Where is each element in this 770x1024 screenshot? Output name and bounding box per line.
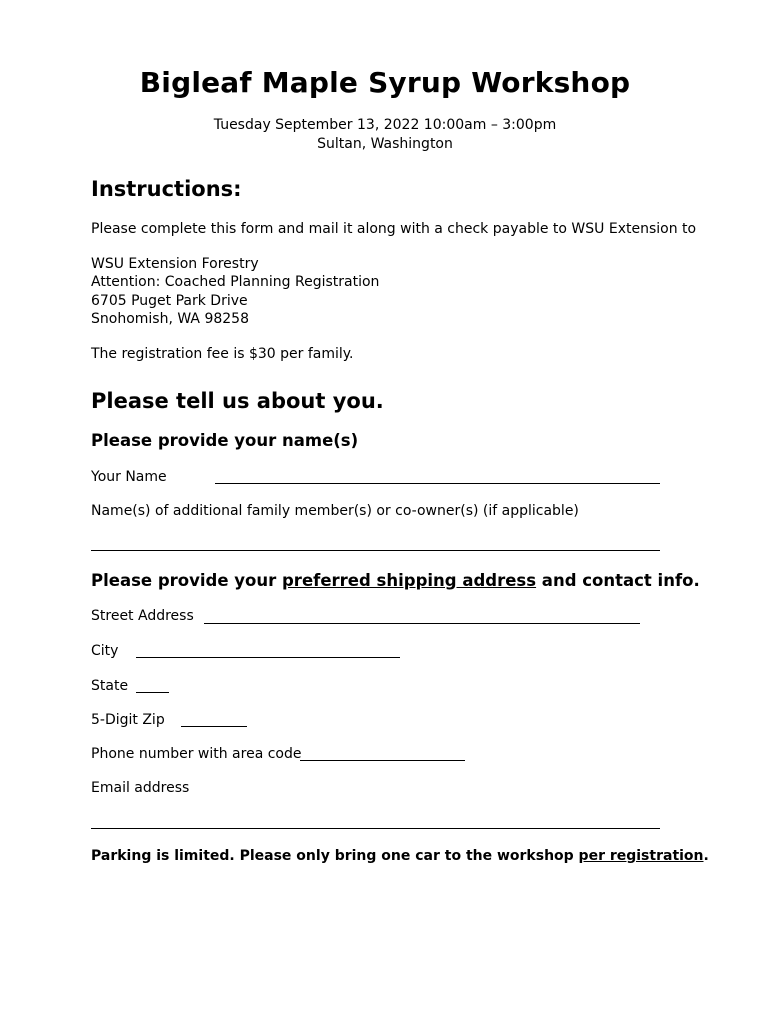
- phone-label: Phone number with area code: [91, 746, 302, 762]
- instructions-intro: Please complete this form and mail it along with a check payable to WSU Extension to: [91, 221, 697, 237]
- about-you-heading: Please tell us about you.: [91, 389, 384, 413]
- mailing-address-line: 6705 Puget Park Drive: [91, 293, 248, 309]
- page-title: Bigleaf Maple Syrup Workshop: [139, 66, 631, 99]
- additional-names-label: Name(s) of additional family member(s) or co-owner(s) (if applicable): [91, 503, 579, 519]
- mailing-address-line: Attention: Coached Planning Registration: [91, 274, 380, 290]
- parking-notice-emphasis: per registration: [578, 848, 704, 864]
- city-label: City: [91, 643, 119, 659]
- zip-label: 5-Digit Zip: [91, 712, 165, 728]
- additional-names-field[interactable]: [91, 550, 660, 551]
- email-label: Email address: [91, 780, 190, 796]
- state-label: State: [91, 678, 129, 694]
- shipping-heading-prefix: Please provide your: [91, 571, 282, 590]
- shipping-heading-emphasis: preferred shipping address: [282, 571, 537, 590]
- names-heading: Please provide your name(s): [91, 431, 359, 450]
- parking-notice-prefix: Parking is limited. Please only bring one car to the workshop: [91, 848, 579, 864]
- phone-field[interactable]: [300, 760, 465, 761]
- your-name-label: Your Name: [91, 469, 167, 485]
- street-address-label: Street Address: [91, 608, 194, 624]
- street-address-field[interactable]: [204, 623, 640, 624]
- city-field[interactable]: [136, 657, 400, 658]
- mailing-address-line: WSU Extension Forestry: [91, 256, 259, 272]
- state-field[interactable]: [136, 692, 169, 693]
- parking-notice: [91, 848, 709, 864]
- shipping-heading-suffix: and contact info.: [536, 571, 700, 590]
- instructions-heading: Instructions:: [91, 177, 242, 201]
- your-name-field[interactable]: [215, 483, 660, 484]
- registration-fee-text: The registration fee is $30 per family.: [91, 346, 354, 362]
- shipping-heading: [91, 571, 700, 590]
- email-field[interactable]: [91, 828, 660, 829]
- event-date-time: Tuesday September 13, 2022 10:00am – 3:00pm: [213, 117, 557, 133]
- event-location: Sultan, Washington: [317, 136, 453, 152]
- mailing-address-line: Snohomish, WA 98258: [91, 311, 249, 327]
- zip-field[interactable]: [181, 726, 247, 727]
- parking-notice-suffix: .: [703, 848, 709, 864]
